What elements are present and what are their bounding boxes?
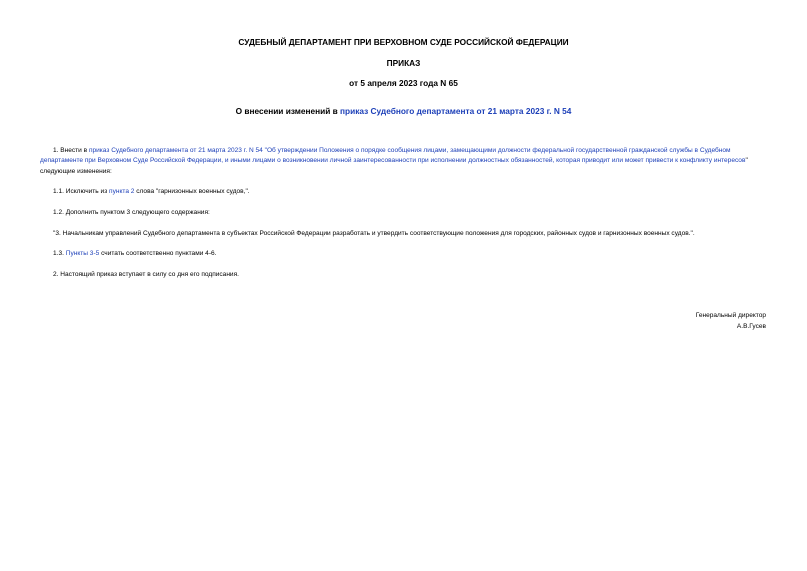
paragraph-item-2: 2. Настоящий приказ вступает в силу со дня его подписания. <box>53 271 239 278</box>
paragraph-item-1-1 <box>40 187 767 197</box>
subject-prefix: О внесении изменений в <box>235 106 341 116</box>
subject-link[interactable]: приказ Судебного департамента от 21 марта 2023 г. N 54 <box>340 106 572 116</box>
item1-order-title[interactable]: "Об утверждении Положения о порядке сообщения лицами, замещающими должности федеральной государственной гражданской службы в Судебном департаменте при Верховном Суде Российской Федерации, и иными лицами о возникновении личной заинтересованности при исполнении должностных обязанностей, которая приводит или может привести к <box>40 147 731 165</box>
item1-conflict-link[interactable]: конфликту интересов <box>679 157 746 165</box>
paragraph-item-1 <box>40 146 767 177</box>
document-date: от 5 апреля 2023 года N 65 <box>349 78 458 88</box>
department-title: СУДЕБНЫЙ ДЕПАРТАМЕНТ ПРИ ВЕРХОВНОМ СУДЕ РОССИЙСКОЙ ФЕДЕРАЦИИ <box>238 37 569 47</box>
signature-title: Генеральный директор <box>695 312 766 319</box>
signature-name: А.В.Гусев <box>736 323 766 330</box>
item1-1-prefix: 1.1. Исключить из <box>53 188 110 195</box>
item1-3-suffix: считать соответственно пунктами 4-6. <box>99 250 217 257</box>
paragraph-item-1-3 <box>40 249 767 259</box>
item1-3-prefix: 1.3. <box>53 250 66 257</box>
item1-3-link[interactable]: Пункты 3-5 <box>65 250 100 257</box>
document-type: ПРИКАЗ <box>386 58 421 68</box>
item1-1-suffix: слова "гарнизонных военных судов,". <box>134 188 250 195</box>
paragraph-quote: "3. Начальникам управлений Судебного департамента в субъектах Российской Федерации разработать и утвердить соответствующие положения для городских, районных судов и гарнизонных военных судов.". <box>53 230 695 237</box>
document-subject <box>0 106 807 116</box>
paragraph-item-1-2: 1.2. Дополнить пунктом 3 следующего содержания: <box>53 209 210 216</box>
item1-suffix: " следующие изменения: <box>40 157 748 175</box>
item1-1-link[interactable]: пункта 2 <box>109 188 135 195</box>
item1-order-link[interactable]: приказ Судебного департамента от 21 марта 2023 г. N 54 <box>88 147 263 154</box>
item1-prefix: 1. Внести в <box>53 147 89 154</box>
